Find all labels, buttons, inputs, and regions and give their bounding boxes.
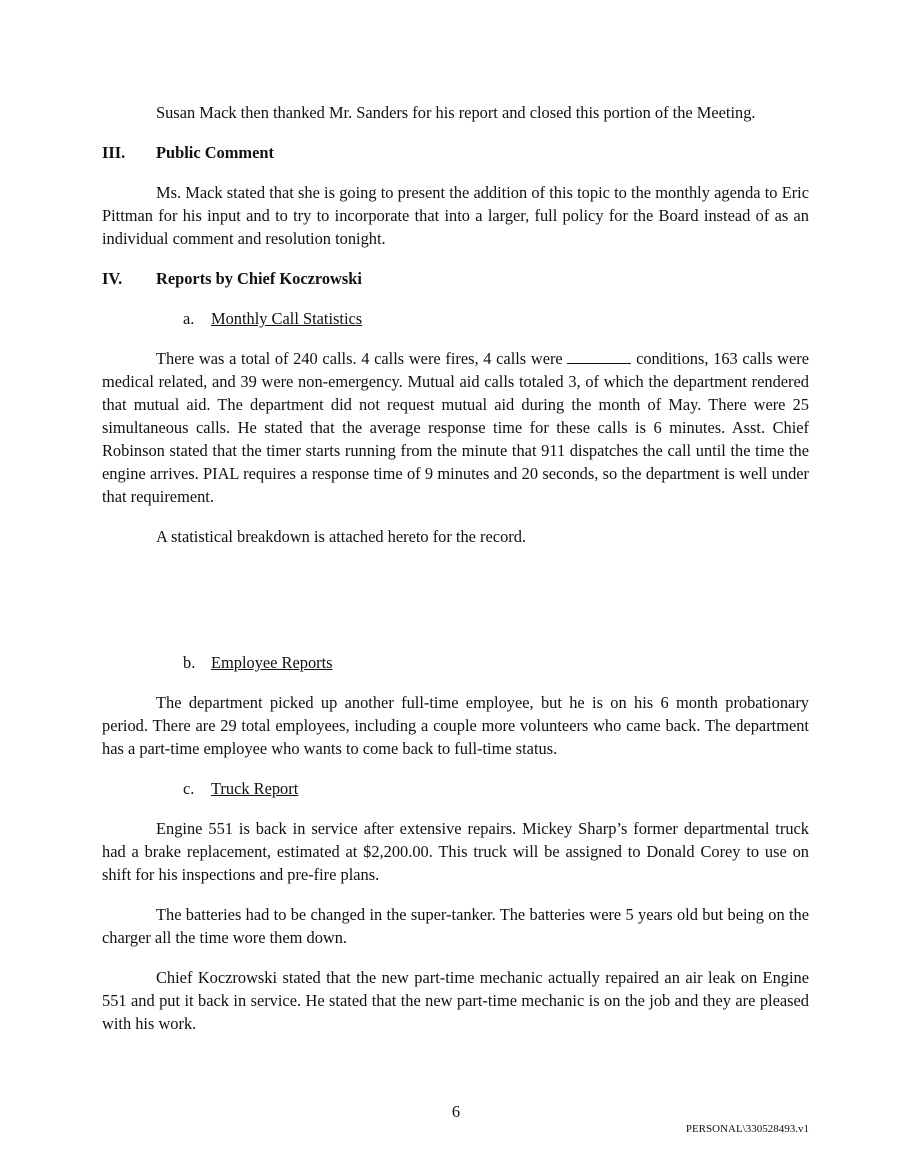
document-id: PERSONAL\330528493.v1 <box>685 1123 809 1135</box>
subsection-a-letter: a. <box>183 309 195 328</box>
section-iv-heading <box>102 267 809 290</box>
document-page <box>102 101 809 1035</box>
section-iii-number: III. <box>102 143 126 162</box>
subsection-a-heading <box>102 307 809 330</box>
blank-line <box>567 349 631 364</box>
section-iv-number: IV. <box>102 269 123 288</box>
subsection-c-title: Truck Report <box>211 779 299 798</box>
public-comment-paragraph: Ms. Mack stated that she is going to present the addition of this topic to the monthly agenda to Eric Pittman for his input and to try to incorporate that into a larger, full policy for the Board instead of as an individual comment and resolution tonight. <box>102 183 809 248</box>
truck-report-paragraph-3: Chief Koczrowski stated that the new part-time mechanic actually repaired an air leak on Engine 551 and put it back in service. He stated that the new part-time mechanic is on the job and they are pleased with his work. <box>102 968 809 1033</box>
call-statistics-part2: conditions, 163 calls were medical related, and 39 were non-emergency. Mutual aid calls totaled 3, of which the department rendered that mutual aid. The department did not request mutual aid during the month of May. There were 25 simultaneous calls. He stated that the average response time for these calls is 6 minutes. Asst. Chief Robinson stated that the timer starts running from the minute that 911 dispatches the call until the time the engine arrives. PIAL requires a response time of 9 minutes and 20 seconds, so the department is well under that requirement. <box>102 349 809 506</box>
subsection-b-title: Employee Reports <box>211 653 333 672</box>
intro-closing-paragraph: Susan Mack then thanked Mr. Sanders for his report and closed this portion of the Meeting. <box>156 103 756 122</box>
call-statistics-paragraph <box>102 347 809 508</box>
attachment-note: A statistical breakdown is attached hereto for the record. <box>156 527 527 546</box>
truck-report-paragraph-1: Engine 551 is back in service after extensive repairs. Mickey Sharp’s former departmental truck had a brake replacement, estimated at $2,200.00. This truck will be assigned to Donald Corey to use on shift for his inspections and pre-fire plans. <box>102 819 809 884</box>
employee-reports-paragraph: The department picked up another full-time employee, but he is on his 6 month probationary period. There are 29 total employees, including a couple more volunteers who came back. The department has a part-time employee who wants to come back to full-time status. <box>102 693 809 758</box>
page-number: 6 <box>451 1102 461 1121</box>
subsection-b-heading <box>102 651 809 674</box>
call-statistics-part1: There was a total of 240 calls. 4 calls were fires, 4 calls were <box>156 349 563 368</box>
truck-report-paragraph-2: The batteries had to be changed in the super-tanker. The batteries were 5 years old but being on the charger all the time wore them down. <box>102 905 809 947</box>
section-iii-heading <box>102 141 809 164</box>
subsection-a-title: Monthly Call Statistics <box>211 309 363 328</box>
subsection-c-heading <box>102 777 809 800</box>
subsection-c-letter: c. <box>183 779 195 798</box>
subsection-b-letter: b. <box>183 653 196 672</box>
section-iii-title: Public Comment <box>156 143 274 162</box>
section-iv-title: Reports by Chief Koczrowski <box>156 269 362 288</box>
